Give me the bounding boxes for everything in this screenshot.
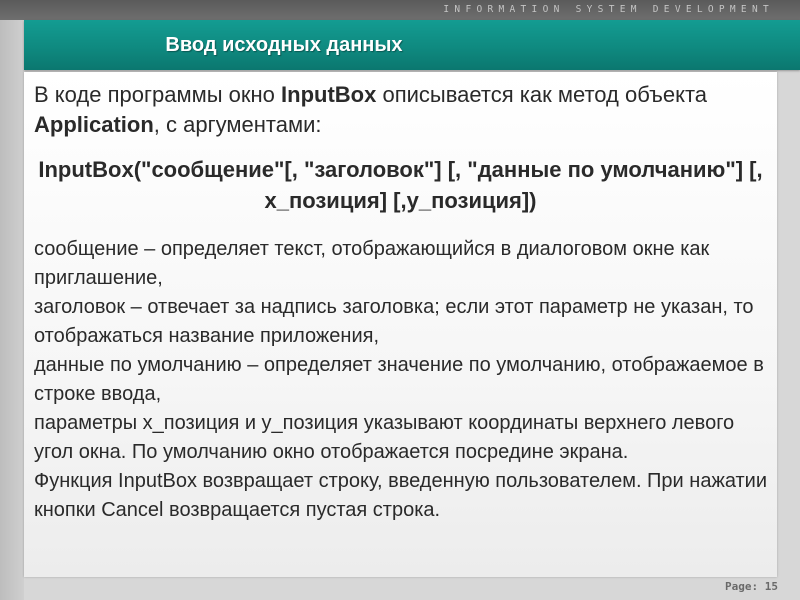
title-bar: [24, 20, 800, 70]
desc-title: заголовок – отвечает за надпись заголовка; если этот параметр не указан, то отображаться название приложения,: [34, 296, 754, 347]
intro-text-1: В коде программы окно: [34, 82, 282, 107]
desc-default: данные по умолчанию – определяет значение по умолчанию, отображаемое в строке ввода,: [34, 354, 764, 405]
desc-return: Функция InputBox возвращает строку, введенную пользователем. При нажатии кнопки Cancel возвращается пустая строка.: [34, 470, 768, 521]
content-area: [24, 72, 777, 577]
intro-paragraph: [34, 80, 769, 140]
intro-term-inputbox: InputBox: [281, 82, 377, 107]
intro-text-3: , с аргументами:: [153, 112, 322, 137]
intro-text-2: описывается как метод объекта: [376, 82, 708, 107]
desc-message: сообщение – определяет текст, отображающийся в диалоговом окне как приглашение,: [34, 238, 710, 289]
desc-position: параметры x_позиция и y_позиция указывают координаты верхнего левого угол окна. По умолчанию окно отображается посредине экрана.: [34, 412, 735, 463]
syntax-line: InputBox("сообщение"[, "заголовок"] [, "данные по умолчанию"] [, x_позиция] [,y_позиция]): [38, 157, 763, 213]
top-banner: [0, 0, 800, 20]
description-block: [34, 235, 776, 525]
page-number: Page: 15: [725, 580, 778, 593]
intro-term-application: Application: [34, 112, 154, 137]
slide-title: Ввод исходных данных: [165, 34, 403, 56]
left-margin: [0, 20, 24, 600]
brand-text: INFORMATION SYSTEM DEVELOPMENT: [443, 4, 774, 15]
